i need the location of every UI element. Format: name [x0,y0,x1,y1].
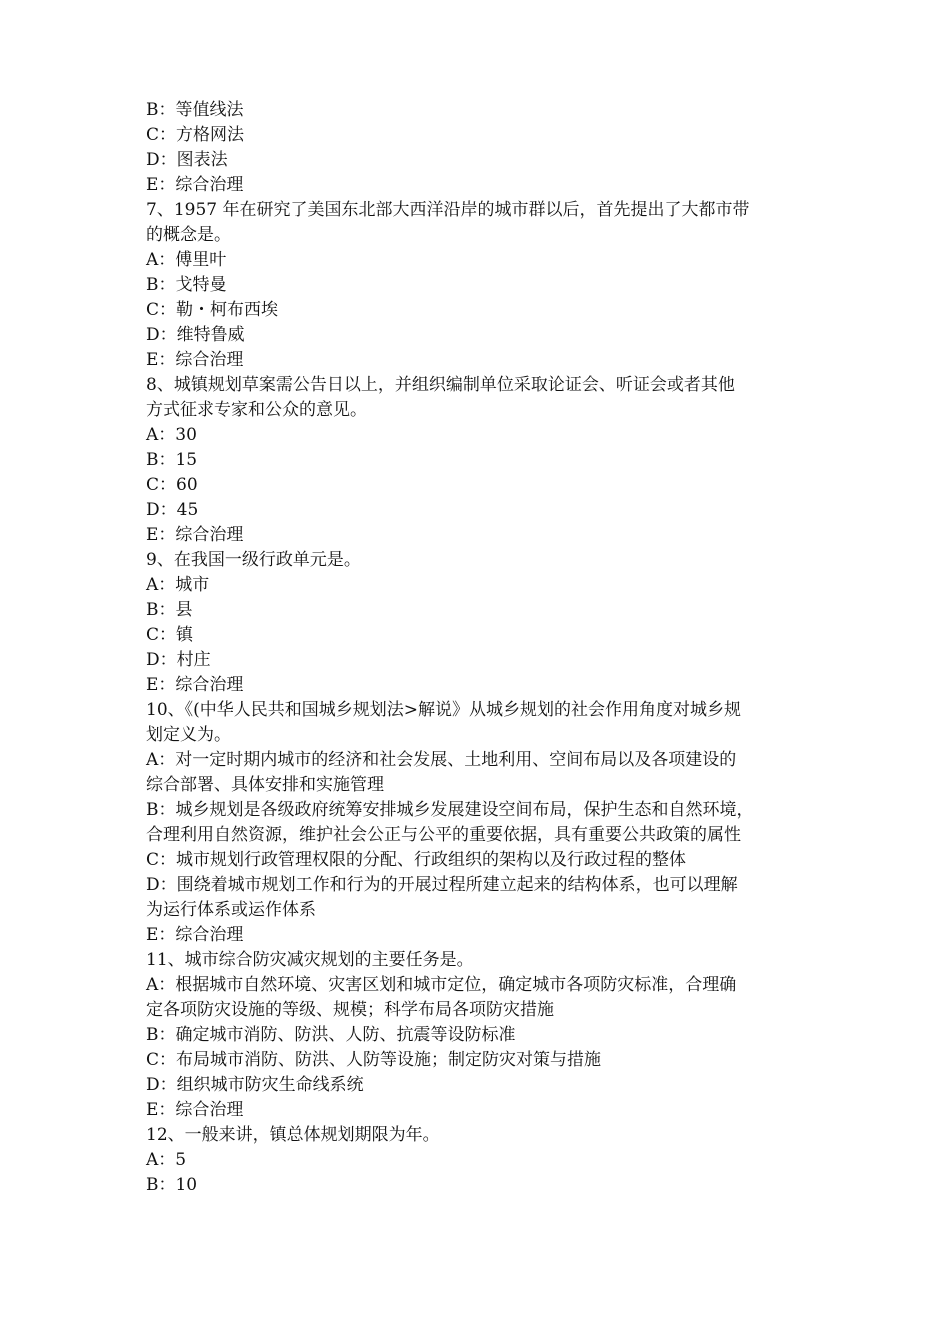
option-line: B：等值线法 [146,100,244,120]
option-line: E：综合治理 [146,350,244,370]
option-line: 定各项防灾设施的等级、规模；科学布局各项防灾措施 [146,1000,554,1020]
option-line: B：15 [146,450,198,470]
option-line: B：城乡规划是各级政府统筹安排城乡发展建设空间布局，保护生态和自然环境， [146,800,754,820]
option-line: C：布局城市消防、防洪、人防等设施；制定防灾对策与措施 [146,1050,602,1070]
question-line: 10、《(中华人民共和国城乡规划法>解说》从城乡规划的社会作用角度对城乡规 [146,700,742,720]
question-line: 12、一般来讲，镇总体规划期限为年。 [146,1125,440,1145]
option-line: A：30 [146,425,197,445]
option-line: 综合部署、具体安排和实施管理 [146,775,384,795]
option-line: C：城市规划行政管理权限的分配、行政组织的架构以及行政过程的整体 [146,850,687,870]
question-line: 7、1957 年在研究了美国东北部大西洋沿岸的城市群以后，首先提出了大都市带 [146,200,750,220]
option-line: C：方格网法 [146,125,245,145]
question-line: 的概念是。 [146,225,231,245]
option-line: 合理利用自然资源，维护社会公正与公平的重要依据，具有重要公共政策的属性 [146,825,741,845]
option-line: A：城市 [146,575,210,595]
option-line: E：综合治理 [146,175,244,195]
option-line: C：勒・柯布西埃 [146,300,279,320]
option-line: B：县 [146,600,193,620]
question-line: 方式征求专家和公众的意见。 [146,400,367,420]
option-line: A：根据城市自然环境、灾害区划和城市定位，确定城市各项防灾标准，合理确 [146,975,737,995]
option-line: C：镇 [146,625,194,645]
option-line: B：10 [146,1175,198,1195]
option-line: D：维特鲁威 [146,325,245,345]
option-line: D：45 [146,500,199,520]
option-line: E：综合治理 [146,1100,244,1120]
option-line: 为运行体系或运作体系 [146,900,316,920]
option-line: A：5 [146,1150,187,1170]
option-line: B：确定城市消防、防洪、人防、抗震等设防标准 [146,1025,516,1045]
question-line: 11、城市综合防灾减灾规划的主要任务是。 [146,950,474,970]
option-line: E：综合治理 [146,675,244,695]
option-line: E：综合治理 [146,525,244,545]
option-line: D：围绕着城市规划工作和行为的开展过程所建立起来的结构体系，也可以理解 [146,875,738,895]
option-line: C：60 [146,475,198,495]
option-line: A：傅里叶 [146,250,227,270]
question-line: 划定义为。 [146,725,231,745]
document-body [146,98,810,1198]
option-line: D：图表法 [146,150,228,170]
question-line: 8、城镇规划草案需公告日以上，并组织编制单位采取论证会、听证会或者其他 [146,375,735,395]
option-line: D：组织城市防灾生命线系统 [146,1075,364,1095]
question-line: 9、在我国一级行政单元是。 [146,550,361,570]
option-line: D：村庄 [146,650,211,670]
option-line: E：综合治理 [146,925,244,945]
option-line: B：戈特曼 [146,275,227,295]
option-line: A：对一定时期内城市的经济和社会发展、土地利用、空间布局以及各项建设的 [146,750,737,770]
